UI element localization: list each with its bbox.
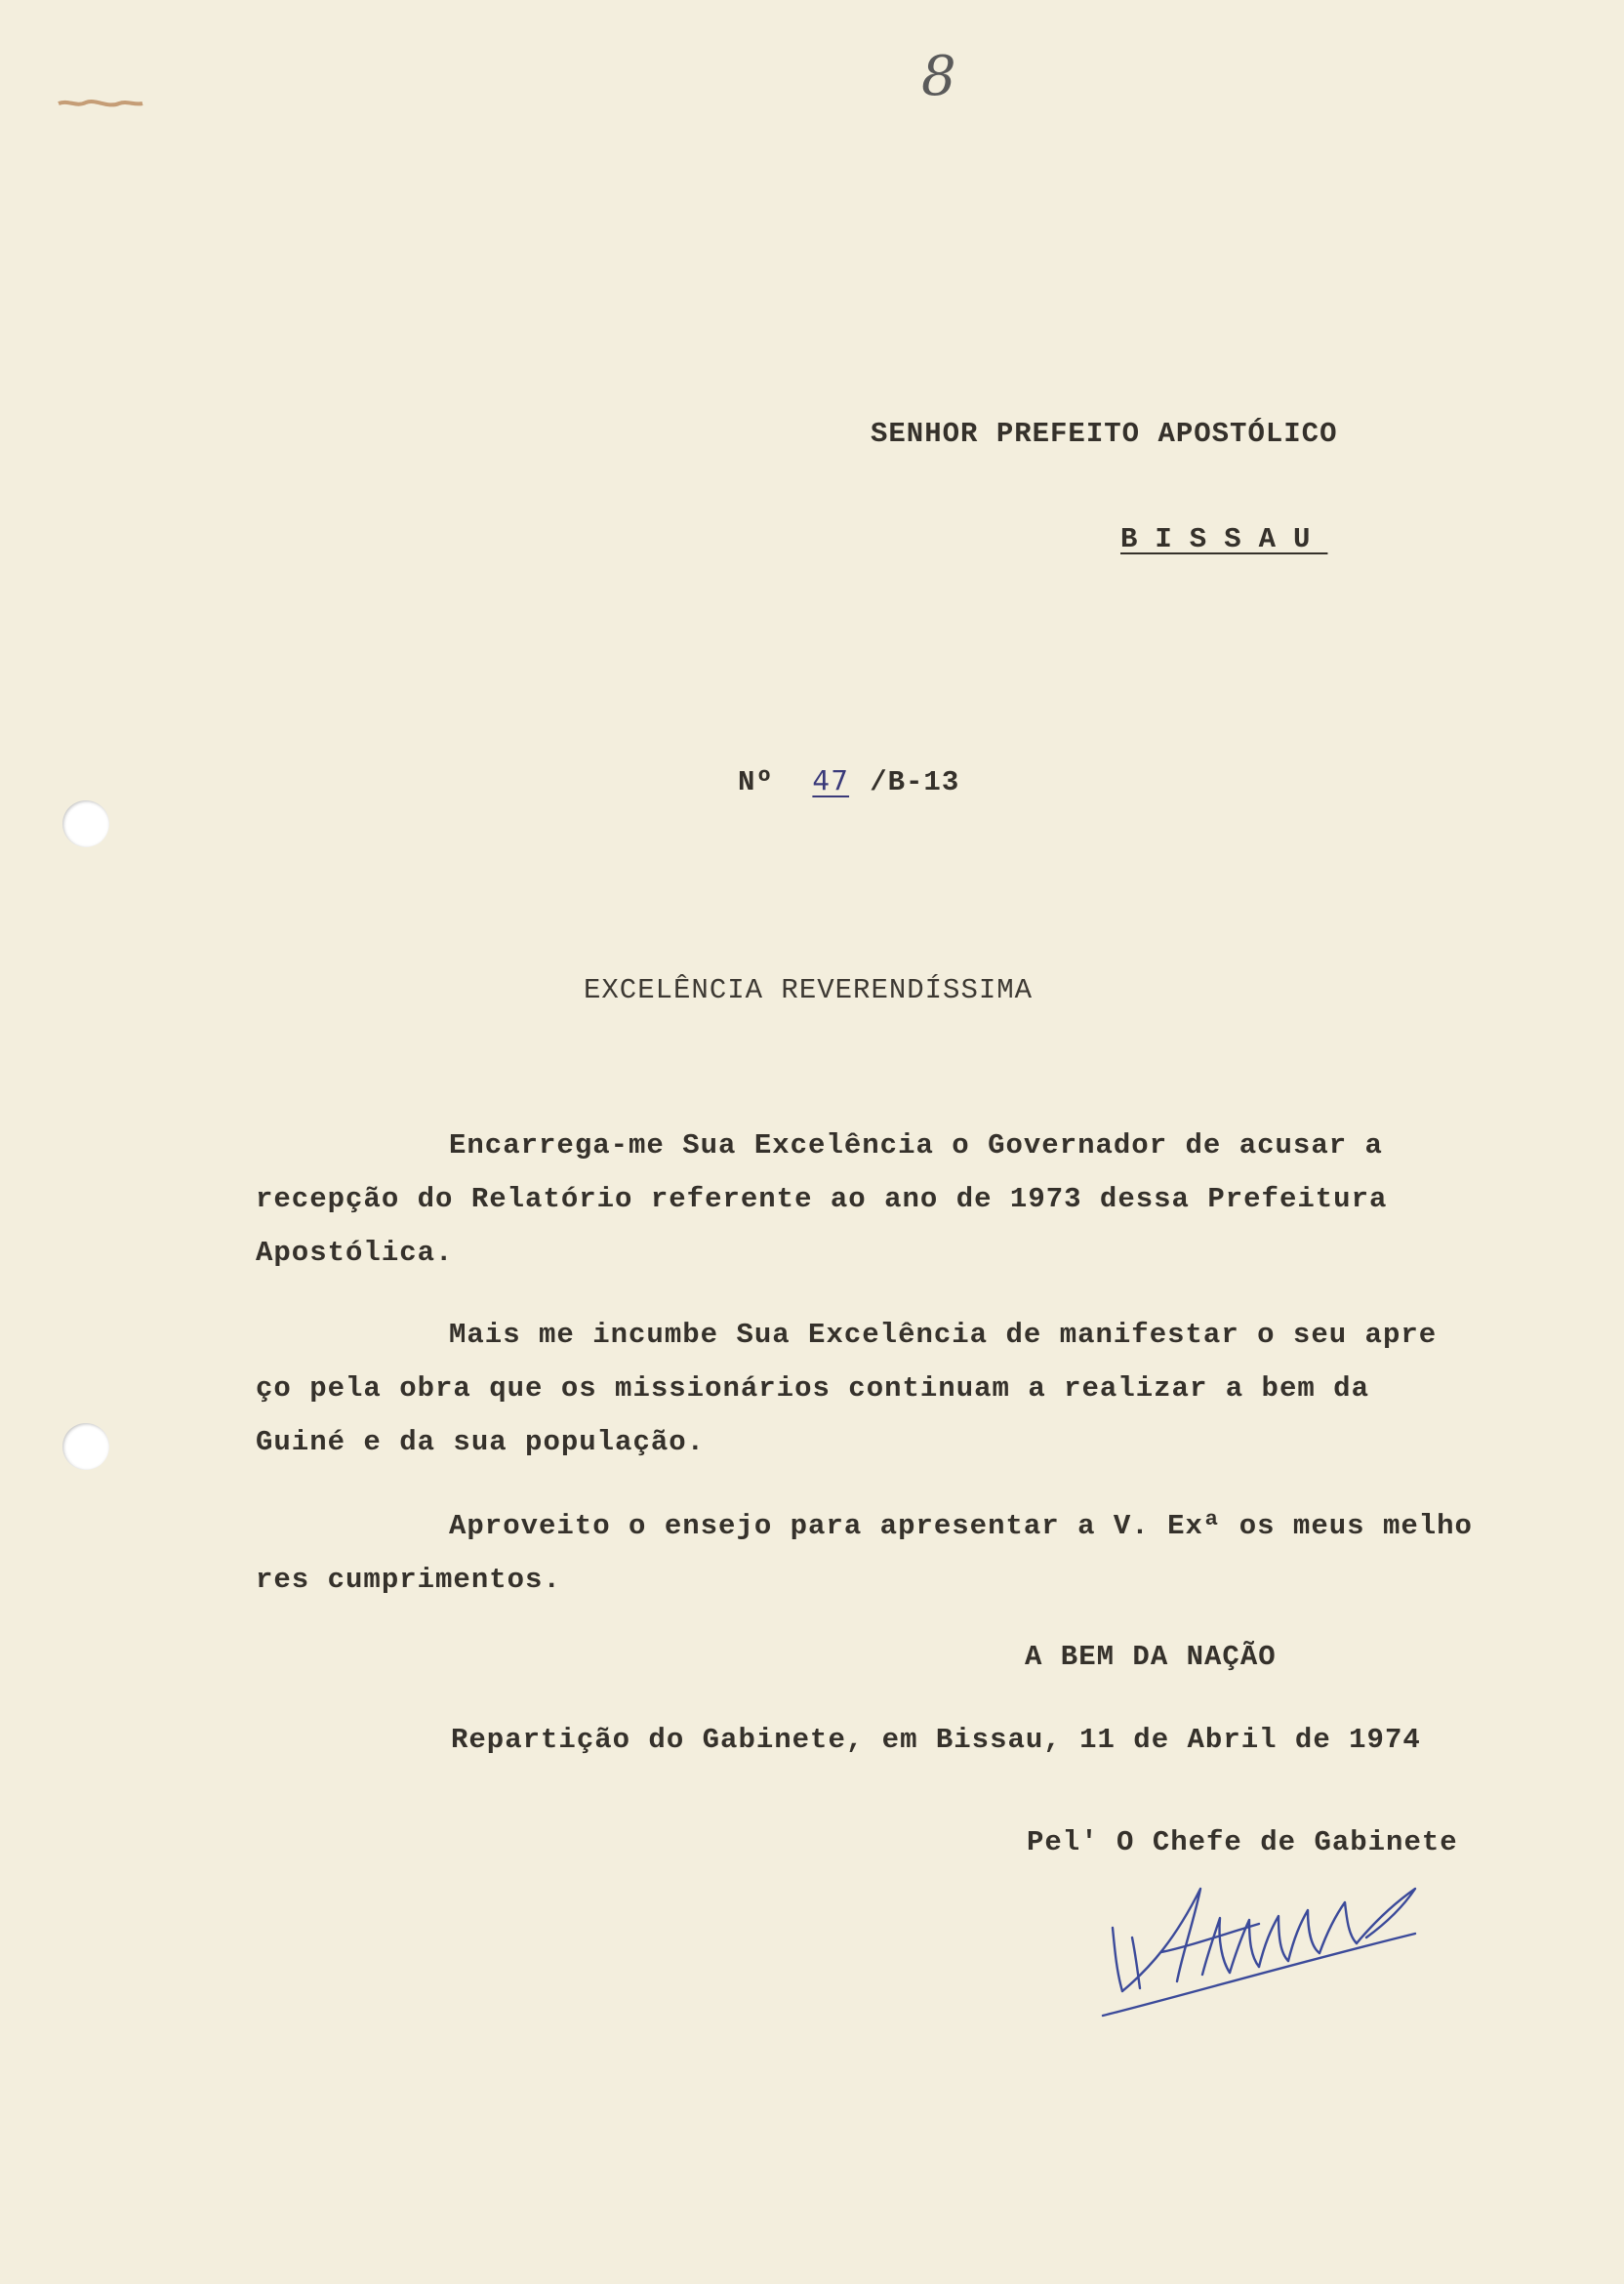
- reference-suffix: /B-13: [870, 766, 960, 798]
- recipient-city: BISSAU: [1120, 523, 1328, 555]
- paragraph-2-line-1: Mais me incumbe Sua Excelência de manifestar o seu apre: [449, 1319, 1438, 1351]
- paragraph-2-line-3: Guiné e da sua população.: [256, 1426, 706, 1458]
- recipient-title: SENHOR PREFEITO APOSTÓLICO: [871, 418, 1338, 450]
- reference-number: 47: [812, 764, 850, 796]
- salutation: EXCELÊNCIA REVERENDÍSSIMA: [584, 974, 1034, 1006]
- paragraph-3: [256, 1499, 1473, 1607]
- punch-hole-top: [62, 800, 109, 847]
- paragraph-1-line-2: recepção do Relatório referente ao ano de 1973 dessa Prefeitura: [256, 1183, 1388, 1215]
- paragraph-1-line-3: Apostólica.: [256, 1237, 454, 1269]
- paragraph-3-line-1: Aproveito o ensejo para apresentar a V. Exª os meus melho: [449, 1510, 1473, 1542]
- signatory-title: Pel' O Chefe de Gabinete: [1027, 1826, 1458, 1858]
- paragraph-2-line-2: ço pela obra que os missionários continuam a realizar a bem da: [256, 1372, 1369, 1405]
- paragraph-2: [256, 1308, 1437, 1469]
- page-number: 8: [921, 45, 956, 108]
- closing-motto: A BEM DA NAÇÃO: [1025, 1641, 1277, 1673]
- paragraph-3-line-2: res cumprimentos.: [256, 1564, 561, 1596]
- paragraph-1: [256, 1119, 1387, 1280]
- handwritten-signature: [1093, 1859, 1425, 2025]
- staple-stain-mark: [57, 98, 144, 111]
- place-date: Repartição do Gabinete, em Bissau, 11 de Abril de 1974: [451, 1724, 1421, 1756]
- reference-line: [738, 764, 960, 798]
- punch-hole-bottom: [62, 1423, 109, 1470]
- paragraph-1-line-1: Encarrega-me Sua Excelência o Governador de acusar a: [449, 1129, 1383, 1162]
- reference-prefix: Nº: [738, 766, 774, 798]
